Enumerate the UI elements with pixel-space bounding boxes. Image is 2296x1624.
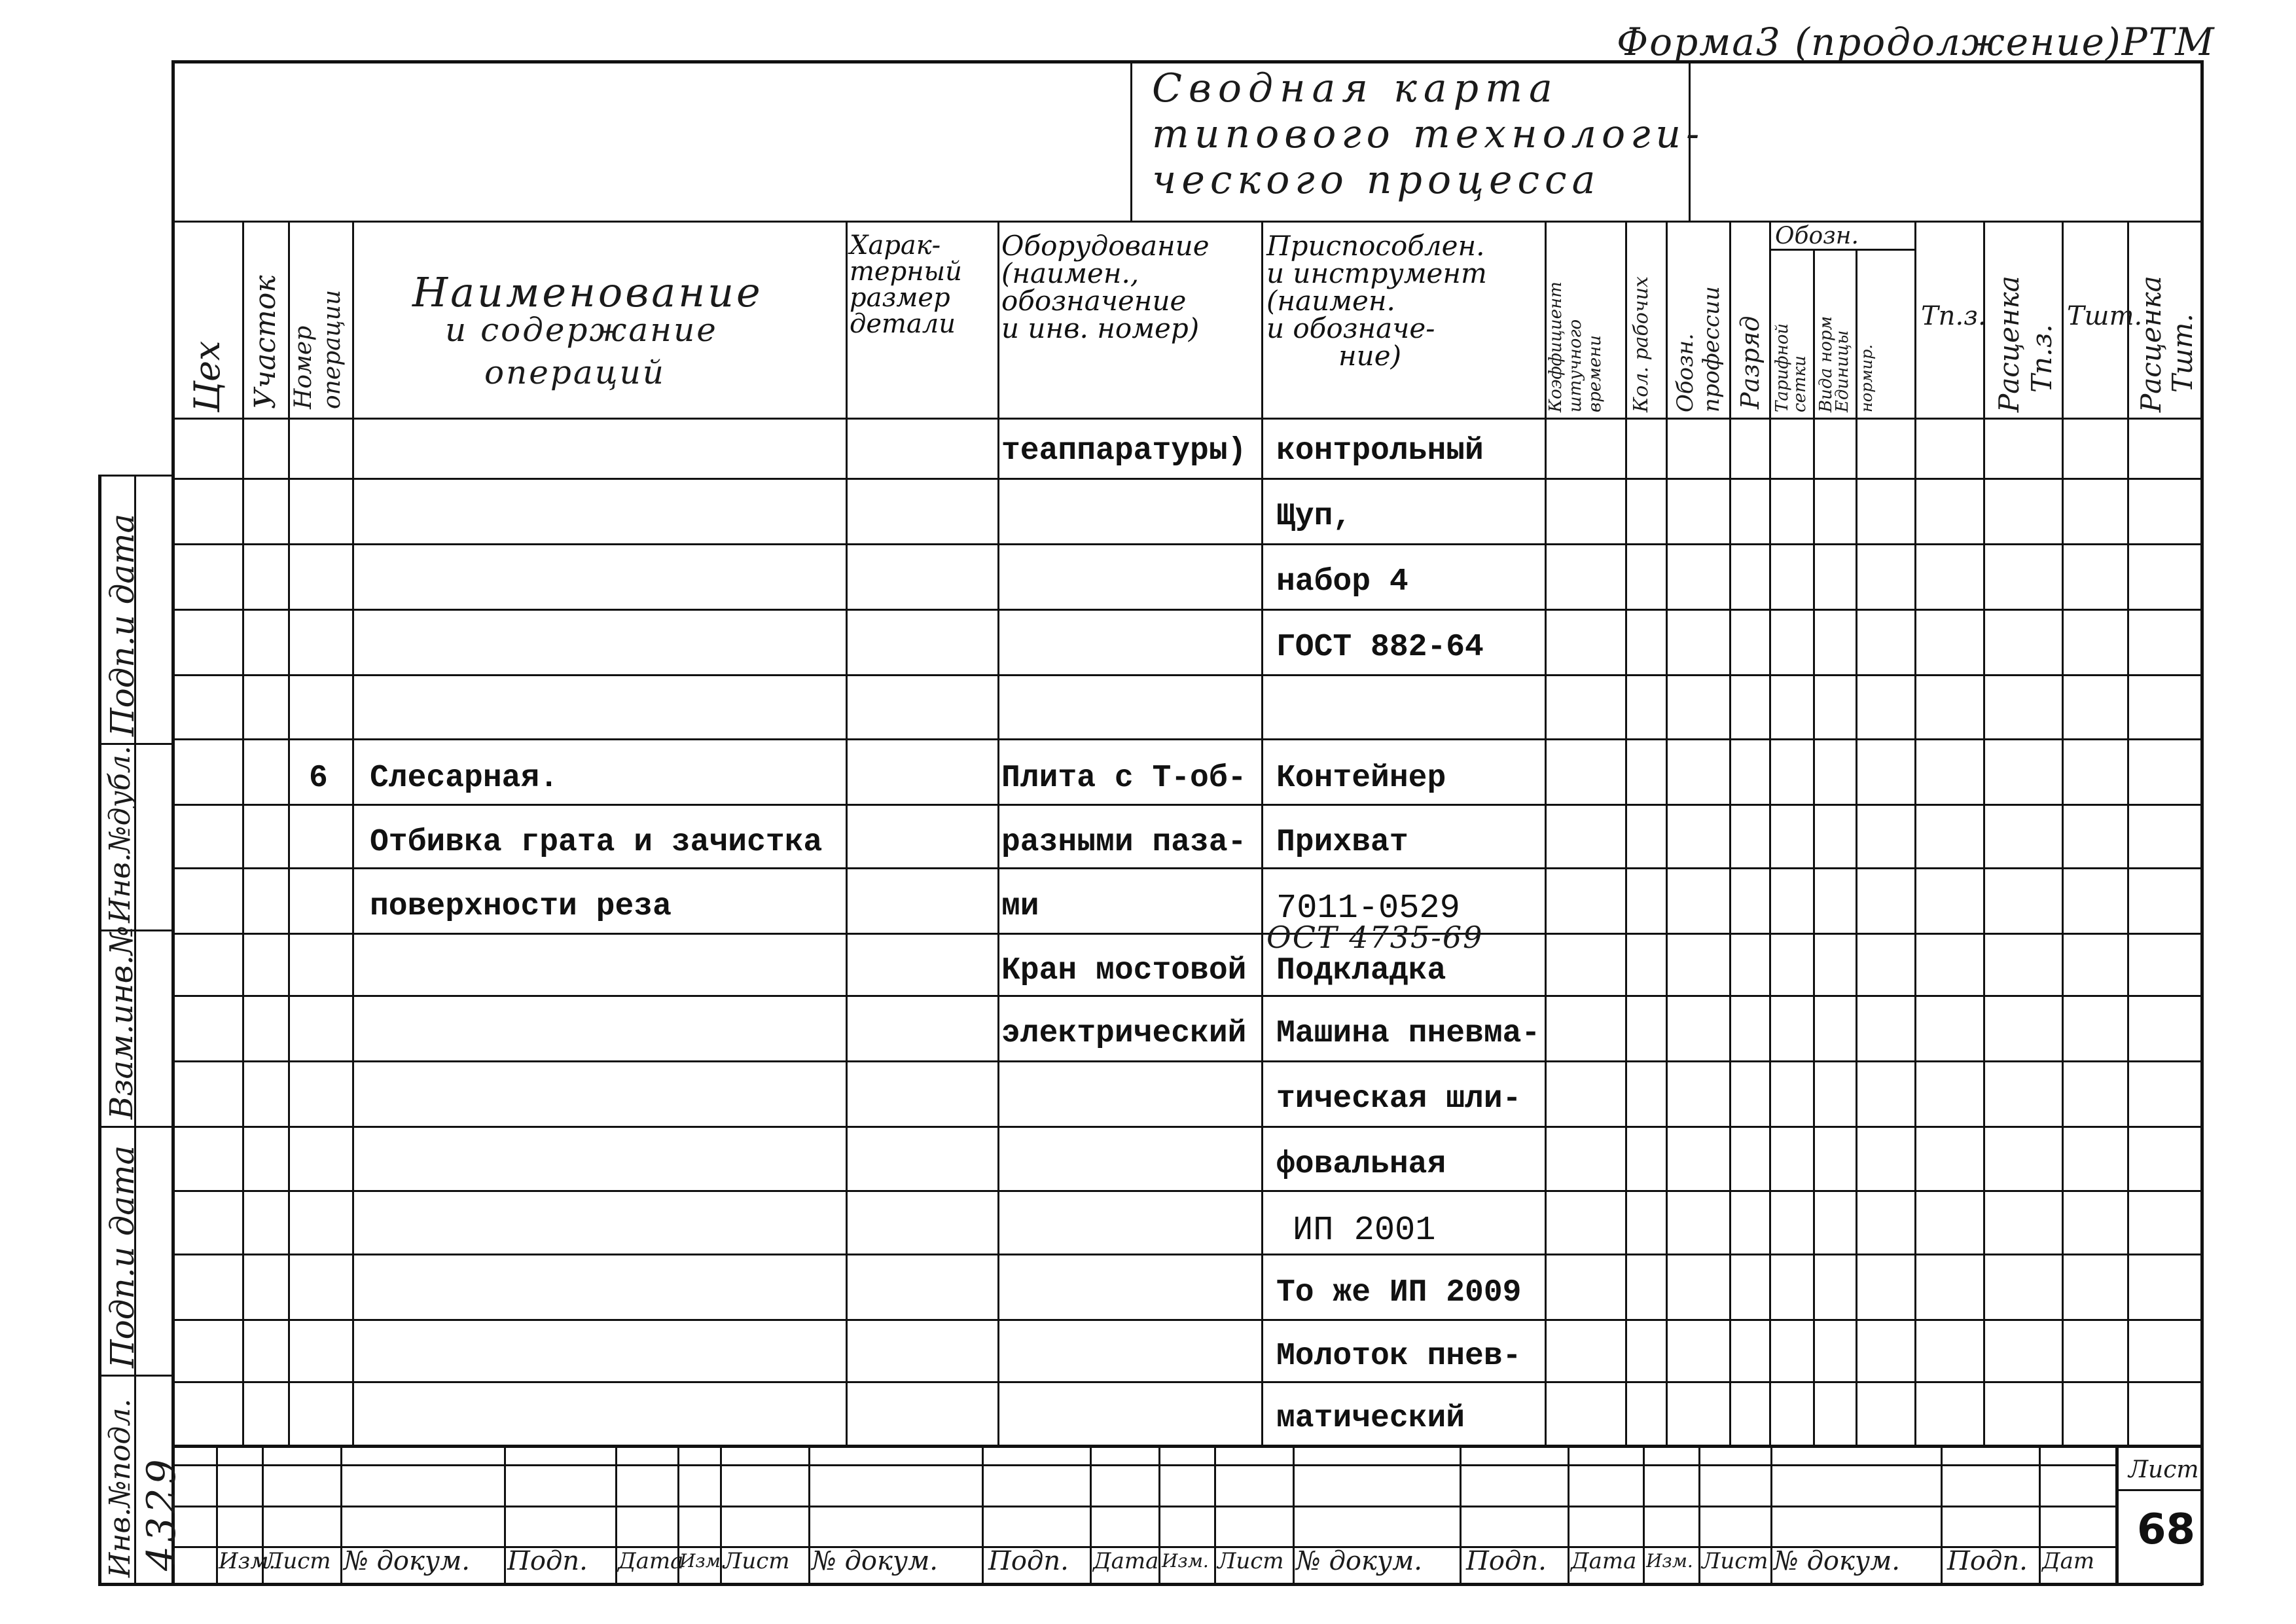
header-fixture: Приспособлен. и инструмент (наимен. и обозначе- ние) bbox=[1266, 230, 1487, 372]
footer-label: Дата bbox=[1571, 1548, 1637, 1574]
footer-label: Подп. bbox=[1947, 1546, 2028, 1576]
footer-label: Изм. bbox=[1646, 1550, 1693, 1572]
equip-cell: Кран мостовой bbox=[1001, 953, 1247, 988]
header-tariff-2: сетки bbox=[1790, 355, 1810, 412]
side-label-inv-dup: Инв.№дубл. bbox=[103, 746, 137, 923]
name-cell: Слесарная. bbox=[370, 761, 559, 796]
sheet-label: Лист bbox=[2128, 1456, 2199, 1483]
header-op-number-2: операции bbox=[319, 289, 346, 409]
equip-cell: разными паза- bbox=[1001, 825, 1247, 860]
header-coef-2: штучного bbox=[1566, 319, 1585, 412]
equip-cell: Плита с Т-об- bbox=[1001, 761, 1247, 796]
header-name-3: операций bbox=[484, 353, 666, 391]
header-norm-type-1: Вида норм bbox=[1816, 316, 1836, 412]
fixture-cell: Машина пневма- bbox=[1276, 1016, 1541, 1051]
footer-label: № докум. bbox=[1774, 1546, 1900, 1576]
header-tsht: Тшт. bbox=[2067, 301, 2143, 331]
op-number-cell: 6 bbox=[309, 761, 328, 796]
equip-cell: теаппаратуры) bbox=[1001, 433, 1247, 469]
header-rate-tsht-2: Тшт. bbox=[2166, 314, 2198, 393]
fixture-cell: Контейнер bbox=[1276, 761, 1446, 796]
header-rate-tpz-2: Тп.з. bbox=[2026, 324, 2058, 393]
header-op-number-1: Номер bbox=[290, 325, 317, 409]
fixture-cell: фовальная bbox=[1276, 1147, 1446, 1182]
footer-label: Лист bbox=[264, 1548, 331, 1574]
fixture-cell: Щуп, bbox=[1276, 499, 1352, 534]
header-rate-tpz-1: Расценка bbox=[1993, 276, 2025, 412]
fixture-cell: ИП 2001 bbox=[1293, 1211, 1436, 1250]
fixture-cell: контрольный bbox=[1276, 433, 1484, 469]
equip-cell: электрический bbox=[1001, 1016, 1247, 1051]
header-tariff-1: Тарифной bbox=[1772, 323, 1792, 412]
fixture-cell: Прихват bbox=[1276, 825, 1408, 860]
header-profession-1: Обозн. bbox=[1672, 333, 1698, 412]
header-coef-3: времени bbox=[1585, 335, 1605, 412]
footer-label: Подп. bbox=[988, 1546, 1069, 1576]
side-label-inv-orig: Инв.№подл. bbox=[103, 1398, 137, 1578]
fixture-cell: набор 4 bbox=[1276, 564, 1408, 600]
footer-label: Изм. bbox=[1162, 1550, 1209, 1572]
footer-label: Подп. bbox=[1466, 1546, 1547, 1576]
inventory-number: 4329 bbox=[139, 1455, 185, 1571]
header-coef-1: Коэффициент bbox=[1546, 281, 1566, 412]
header-profession-2: профессии bbox=[1698, 286, 1725, 412]
fixture-cell: 7011-0529 bbox=[1276, 889, 1460, 928]
footer-label: Лист bbox=[723, 1548, 790, 1574]
footer-label: Изм. bbox=[679, 1550, 726, 1572]
footer-label: № докум. bbox=[812, 1546, 938, 1576]
header-tpz: Тп.з. bbox=[1921, 301, 1986, 331]
title-line-1: Сводная карта bbox=[1152, 65, 1559, 111]
header-equipment: Оборудование (наимен., обозначение и инв. номер) bbox=[1001, 230, 1210, 344]
footer-label: Лист bbox=[1217, 1548, 1284, 1574]
fixture-cell: То же ИП 2009 bbox=[1276, 1275, 1522, 1310]
footer-label: № докум. bbox=[344, 1546, 470, 1576]
footer-label: Дат bbox=[2042, 1548, 2095, 1574]
header-section: Участок bbox=[249, 275, 282, 409]
footer-label: Подп. bbox=[507, 1546, 588, 1576]
fixture-cell: Молоток пнев- bbox=[1276, 1339, 1522, 1374]
header-norm-type-3: нормир. bbox=[1857, 344, 1876, 412]
footer-label: № докум. bbox=[1296, 1546, 1422, 1576]
footer-label: Дата bbox=[1093, 1548, 1159, 1574]
header-norm-type-2: Единицы bbox=[1833, 330, 1852, 412]
fixture-cell: Подкладка bbox=[1276, 953, 1446, 988]
sheet-number: 68 bbox=[2137, 1506, 2196, 1554]
side-label-replace-inv: Взам.инв.№ bbox=[103, 925, 140, 1119]
header-name-1: Наименование bbox=[412, 268, 763, 316]
header-shop: Цех bbox=[187, 340, 228, 412]
side-label-sign-date-2: Подп.и дата bbox=[103, 513, 141, 736]
side-label-sign-date-1: Подп.и дата bbox=[103, 1145, 141, 1368]
footer-label: Дата bbox=[618, 1548, 684, 1574]
name-cell: Отбивка грата и зачистка bbox=[370, 825, 823, 860]
header-workers: Кол. рабочих bbox=[1630, 276, 1653, 412]
fixture-cell: матический bbox=[1276, 1401, 1465, 1436]
header-name-2: и содержание bbox=[445, 311, 718, 349]
title-line-2: типового технологи- bbox=[1152, 111, 1705, 157]
equip-cell: ми bbox=[1001, 889, 1039, 924]
footer-label: Лист bbox=[1702, 1548, 1768, 1574]
title-line-3: ческого процесса bbox=[1152, 157, 1601, 203]
form-label: Форма3 (продолжение)РТМ bbox=[1617, 20, 2215, 64]
handwritten-note: ОСТ 4735-69 bbox=[1266, 920, 1484, 955]
header-grade: Разряд bbox=[1736, 316, 1765, 409]
fixture-cell: ГОСТ 882-64 bbox=[1276, 630, 1484, 665]
header-rate-tsht-1: Расценка bbox=[2135, 276, 2167, 412]
footer-label: Изм. bbox=[219, 1548, 276, 1574]
header-designation: Обозн. bbox=[1775, 223, 1859, 249]
fixture-cell: тическая шли- bbox=[1276, 1081, 1522, 1117]
name-cell: поверхности реза bbox=[370, 889, 672, 924]
header-char-size: Харак- терный размер детали bbox=[850, 230, 962, 339]
